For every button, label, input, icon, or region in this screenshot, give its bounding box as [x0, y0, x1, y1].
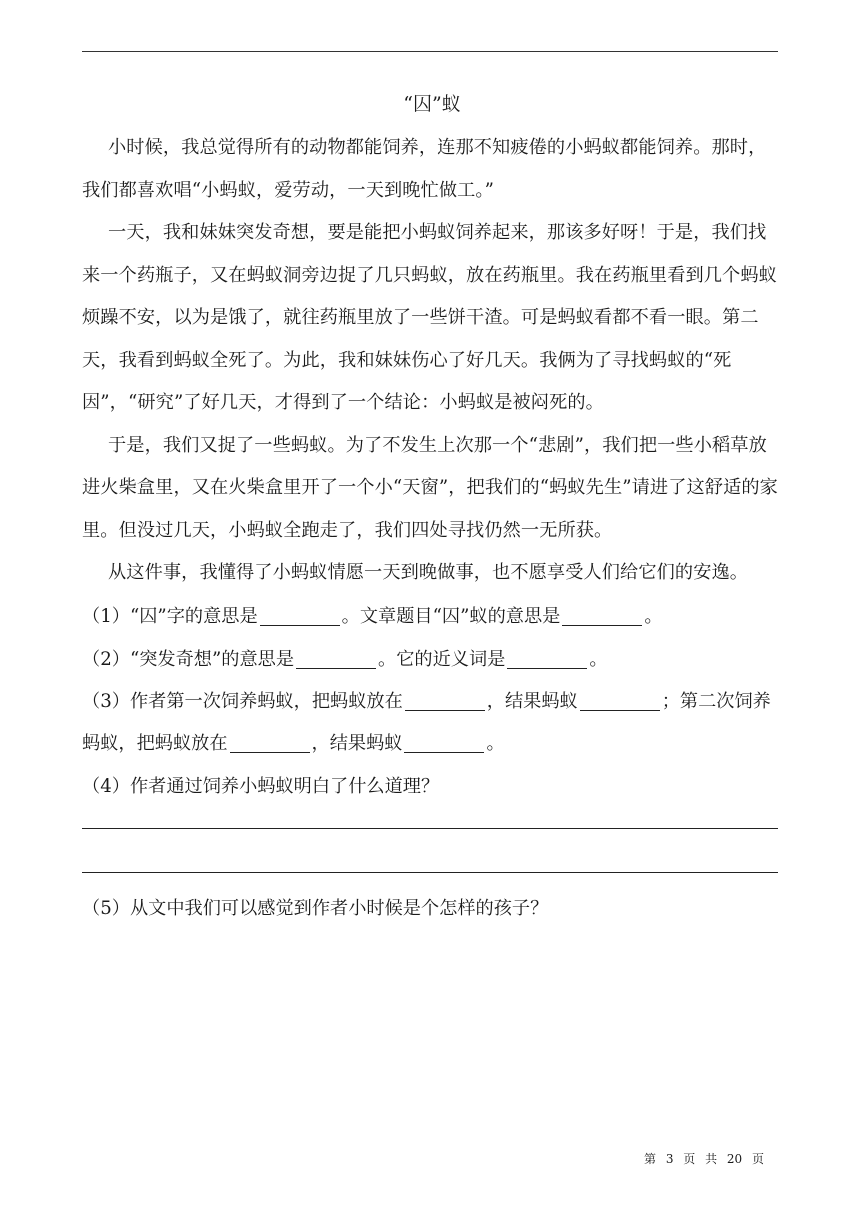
- paragraph-1: 小时候，我总觉得所有的动物都能饲养，连那不知疲倦的小蚂蚁都能饲养。那时，我们都喜欢唱“小蚂蚁，爱劳动，一天到晚忙做工。”: [82, 137, 767, 201]
- answer-blank[interactable]: [507, 648, 587, 669]
- question-2-text-c: 。: [589, 648, 608, 670]
- question-1: [82, 595, 782, 638]
- question-2-text-a: （2）“突发奇想”的意思是: [82, 648, 295, 670]
- question-3: [82, 681, 782, 765]
- question-3-text-e: 。: [486, 732, 505, 754]
- page-number: 第 3 页 共 20 页: [644, 1152, 764, 1166]
- question-4: （4）作者通过饲养小蚂蚁明白了什么道理？: [82, 775, 440, 797]
- passage-title: “囚”蚁: [403, 93, 461, 115]
- answer-blank[interactable]: [296, 648, 376, 669]
- question-1-text-c: 。: [644, 605, 663, 627]
- paragraph-2: 一天，我和妹妹突发奇想，要是能把小蚂蚁饲养起来，那该多好呀！于是，我们找来一个药瓶子，又在蚂蚁洞旁边捉了几只蚂蚁，放在药瓶里。我在药瓶里看到几个蚂蚁烦躁不安，以为是饿了，就往药瓶里放了一些饼干渣。可是蚂蚁看都不看一眼。第二天，我看到蚂蚁全死了。为此，我和妹妹伤心了好几天。我俩为了寻找蚂蚁的“死因”，“研究”了好几天，才得到了一个结论：小蚂蚁是被闷死的。: [82, 222, 777, 413]
- question-2: [82, 638, 782, 681]
- question-3-text-c: ；第二次饲养蚂蚁，把蚂蚁放在: [82, 690, 771, 754]
- answer-blank[interactable]: [580, 690, 660, 711]
- question-1-text-a: （1）“囚”字的意思是: [82, 605, 258, 627]
- answer-blank[interactable]: [230, 732, 310, 753]
- page-content: [82, 84, 782, 930]
- answer-blank[interactable]: [562, 605, 642, 626]
- paragraph-4: 从这件事，我懂得了小蚂蚁情愿一天到晚做事，也不愿享受人们给它们的安逸。: [108, 562, 749, 583]
- header-rule: [82, 51, 778, 52]
- answer-blank[interactable]: [405, 690, 485, 711]
- paragraph-3: 于是，我们又捉了一些蚂蚁。为了不发生上次那一个“悲剧”，我们把一些小稻草放进火柴盒里，又在火柴盒里开了一个小“天窗”，把我们的“蚂蚁先生”请进了这舒适的家里。但没过几天，小蚂蚁全跑走了，我们四处寻找仍然一无所获。: [82, 434, 778, 541]
- answer-blank[interactable]: [260, 605, 340, 626]
- question-5: （5）从文中我们可以感觉到作者小时候是个怎样的孩子？: [82, 897, 549, 919]
- question-3-text-d: ，结果蚂蚁: [311, 732, 403, 754]
- question-2-text-b: 。它的近义词是: [378, 648, 506, 670]
- question-3-text-b: ，结果蚂蚁: [486, 690, 578, 712]
- answer-blank[interactable]: [404, 732, 484, 753]
- question-3-text-a: （3）作者第一次饲养蚂蚁，把蚂蚁放在: [82, 690, 403, 712]
- question-1-text-b: 。文章题目“囚”蚁的意思是: [341, 605, 561, 627]
